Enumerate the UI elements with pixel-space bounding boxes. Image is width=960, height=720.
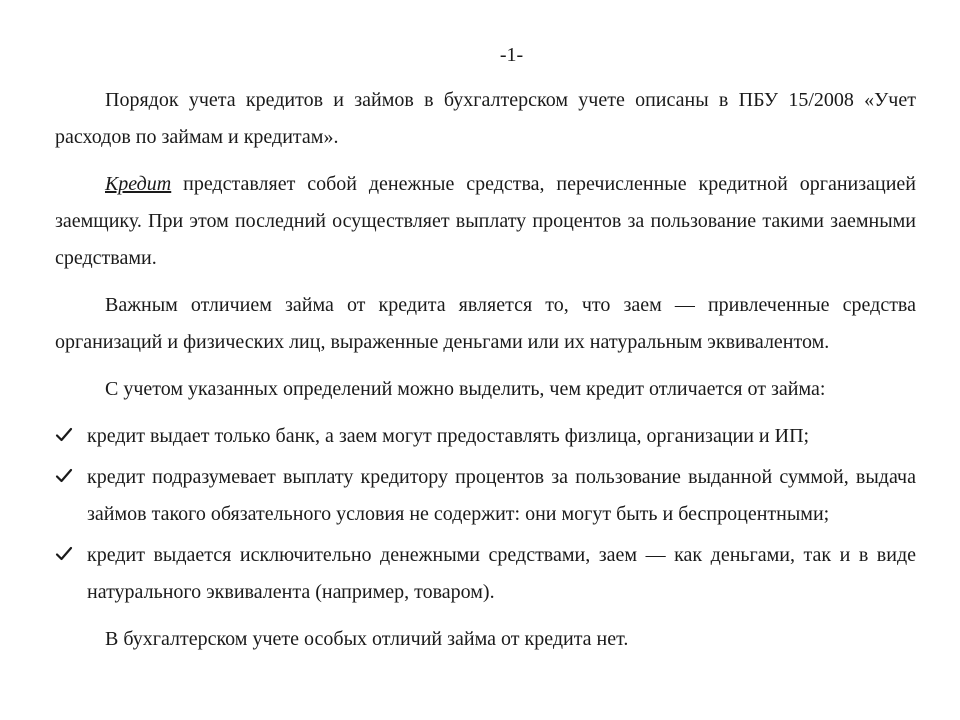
differences-list <box>55 418 916 611</box>
lead-in-paragraph: С учетом указанных определений можно выделить, чем кредит отличается от займа: <box>105 378 826 400</box>
checkmark-icon <box>55 468 73 484</box>
credit-definition-paragraph <box>55 166 916 277</box>
list-item <box>55 537 916 611</box>
checkmark-icon <box>55 546 73 562</box>
list-item-text: кредит выдает только банк, а заем могут предоставлять физлица, организации и ИП; <box>87 425 810 447</box>
credit-term: Кредит <box>105 173 172 195</box>
list-item-text: кредит выдается исключительно денежными средствами, заем — как деньгами, так и в виде натурального эквивалента (например, товаром). <box>87 544 916 603</box>
list-item <box>55 418 916 455</box>
list-item-text: кредит подразумевает выплату кредитору процентов за пользование выданной суммой, выдача займов такого обязательного условия не содержит: они могут быть и беспроцентными; <box>87 466 916 525</box>
checkmark-icon <box>55 427 73 443</box>
credit-definition-text: представляет собой денежные средства, перечисленные кредитной организацией заемщику. При этом последний осуществляет выплату процентов за пользование такими заемными средствами. <box>55 173 916 269</box>
conclusion-paragraph: В бухгалтерском учете особых отличий займа от кредита нет. <box>105 628 629 650</box>
document-page <box>55 40 916 700</box>
difference-paragraph: Важным отличием займа от кредита является то, что заем — привлеченные средства организаций и физических лиц, выраженные деньгами или их натуральным эквивалентом. <box>55 294 916 353</box>
page-number: -1- <box>499 44 524 66</box>
intro-paragraph: Порядок учета кредитов и займов в бухгалтерском учете описаны в ПБУ 15/2008 «Учет расходов по займам и кредитам». <box>55 89 916 148</box>
list-item <box>55 459 916 533</box>
